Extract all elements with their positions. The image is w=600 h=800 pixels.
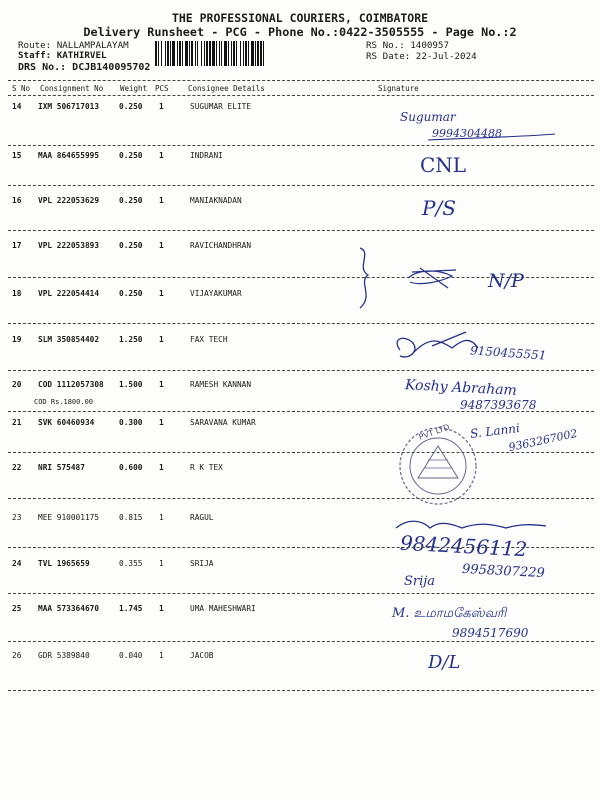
row-pcs: 1 bbox=[159, 513, 164, 522]
row-consignment: COD 1112057308 bbox=[38, 380, 104, 389]
col-weight: Weight bbox=[120, 84, 148, 93]
row-consignment: VPL 222053629 bbox=[38, 196, 100, 205]
route-label: Route: NALLAMPALAYAM bbox=[18, 40, 129, 51]
row-consignment: TVL 1965659 bbox=[38, 559, 90, 568]
row-consignment: SLM 350854402 bbox=[38, 335, 100, 344]
row-weight: 0.250 bbox=[119, 102, 143, 111]
row-sno: 15 bbox=[12, 151, 22, 160]
row-sno: 14 bbox=[12, 102, 22, 111]
staff-label: Staff: KATHIRVEL bbox=[18, 50, 107, 61]
row-consignee: SRIJA bbox=[190, 559, 214, 568]
row-weight: 0.250 bbox=[119, 289, 143, 298]
signature-name: Koshy Abraham bbox=[404, 377, 518, 399]
row-pcs: 1 bbox=[159, 604, 164, 613]
rs-number: RS No.: 1400957 bbox=[366, 40, 449, 51]
row-sno: 25 bbox=[12, 604, 22, 613]
brace-mark bbox=[360, 248, 368, 308]
col-consignment: Consignment No bbox=[40, 84, 104, 93]
row-sno: 17 bbox=[12, 241, 22, 250]
row-weight: 0.600 bbox=[119, 463, 143, 472]
row-consignee: RAVICHANDHRAN bbox=[190, 241, 252, 250]
row-consignee: R K TEX bbox=[190, 463, 223, 472]
signature-status: N/P bbox=[488, 270, 524, 292]
row-consignee: INDRANI bbox=[190, 151, 223, 160]
signature-name: S. Lanni bbox=[469, 421, 521, 441]
row-sno: 23 bbox=[12, 513, 22, 522]
row-consignee: SARAVANA KUMAR bbox=[190, 418, 256, 427]
row-pcs: 1 bbox=[159, 335, 164, 344]
scribble-signature bbox=[397, 332, 478, 357]
row-weight: 0.355 bbox=[119, 559, 143, 568]
col-consignee: Consignee Details bbox=[188, 84, 265, 93]
row-consignee: RAMESH KANNAN bbox=[190, 380, 252, 389]
row-consignment: NRI 575487 bbox=[38, 463, 85, 472]
row-pcs: 1 bbox=[159, 559, 164, 568]
row-pcs: 1 bbox=[159, 196, 164, 205]
stamp-text: PVT LTD bbox=[417, 422, 451, 442]
row-sno: 20 bbox=[12, 380, 22, 389]
company-stamp bbox=[400, 428, 476, 504]
row-weight: 1.745 bbox=[119, 604, 143, 613]
signature-status: CNL bbox=[420, 153, 467, 177]
row-sno: 18 bbox=[12, 289, 22, 298]
signature-phone: 9994304488 bbox=[432, 127, 502, 140]
cod-amount: COD Rs.1800.00 bbox=[34, 398, 94, 406]
row-weight: 0.250 bbox=[119, 196, 143, 205]
row-weight: 0.040 bbox=[119, 651, 143, 660]
row-consignee: SUGUMAR ELITE bbox=[190, 102, 252, 111]
signature-status: D/L bbox=[428, 652, 461, 673]
row-consignment: MAA 573364670 bbox=[38, 604, 100, 613]
col-pcs: PCS bbox=[155, 84, 169, 93]
row-consignee: FAX TECH bbox=[190, 335, 228, 344]
signature-phone: 9487393678 bbox=[460, 398, 537, 412]
row-sno: 22 bbox=[12, 463, 22, 472]
scribble-signature bbox=[408, 268, 456, 288]
row-weight: 0.250 bbox=[119, 151, 143, 160]
row-sno: 26 bbox=[12, 651, 22, 660]
row-pcs: 1 bbox=[159, 289, 164, 298]
runsheet-subtitle: Delivery Runsheet - PCG - Phone No.:0422-3505555 - Page No.:2 bbox=[83, 25, 517, 39]
row-weight: 0.815 bbox=[119, 513, 143, 522]
row-consignee: RAGUL bbox=[190, 513, 214, 522]
signature-phone: 9842456112 bbox=[399, 530, 528, 562]
row-consignment: VPL 222053893 bbox=[38, 241, 100, 250]
row-pcs: 1 bbox=[159, 463, 164, 472]
signature-status: P/S bbox=[422, 196, 456, 220]
rs-date: RS Date: 22-Jul-2024 bbox=[366, 51, 477, 62]
row-pcs: 1 bbox=[159, 102, 164, 111]
row-consignment: SVK 60460934 bbox=[38, 418, 95, 427]
row-consignee: JACOB bbox=[190, 651, 214, 660]
col-sno: S No bbox=[12, 84, 31, 93]
document-title: THE PROFESSIONAL COURIERS, COIMBATORE bbox=[171, 11, 429, 25]
row-pcs: 1 bbox=[159, 651, 164, 660]
row-consignment: IXM 506717013 bbox=[38, 102, 100, 111]
row-weight: 1.250 bbox=[119, 335, 143, 344]
row-pcs: 1 bbox=[159, 380, 164, 389]
signature-name: M. உமாமகேஸ்வரி bbox=[392, 606, 507, 621]
signature-name: Srija bbox=[404, 574, 436, 589]
row-consignee: MANIAKNADAN bbox=[190, 196, 242, 205]
signature-phone: 9363267002 bbox=[507, 426, 579, 455]
row-consignment: MAA 864655995 bbox=[38, 151, 100, 160]
row-sno: 16 bbox=[12, 196, 22, 205]
row-consignment: MEE 910001175 bbox=[38, 513, 100, 522]
signature-name: Sugumar bbox=[400, 110, 456, 124]
drs-number: DRS No.: DCJB140095702 bbox=[18, 62, 151, 73]
signature-phone: 9958307229 bbox=[461, 561, 546, 582]
row-consignee: VIJAYAKUMAR bbox=[190, 289, 242, 298]
signature-phone: 9894517690 bbox=[452, 626, 529, 640]
row-consignment: VPL 222054414 bbox=[38, 289, 100, 298]
handwriting-underline bbox=[428, 134, 555, 140]
row-weight: 0.250 bbox=[119, 241, 143, 250]
row-pcs: 1 bbox=[159, 151, 164, 160]
row-weight: 1.500 bbox=[119, 380, 143, 389]
col-signature: Signature bbox=[378, 84, 419, 93]
row-sno: 24 bbox=[12, 559, 22, 568]
signature-phone: 9150455551 bbox=[469, 343, 547, 363]
row-sno: 19 bbox=[12, 335, 22, 344]
row-pcs: 1 bbox=[159, 241, 164, 250]
row-sno: 21 bbox=[12, 418, 22, 427]
row-consignment: GDR 5389840 bbox=[38, 651, 90, 660]
row-pcs: 1 bbox=[159, 418, 164, 427]
scribble-signature bbox=[396, 521, 546, 528]
row-weight: 0.300 bbox=[119, 418, 143, 427]
row-consignee: UMA MAHESHWARI bbox=[190, 604, 256, 613]
